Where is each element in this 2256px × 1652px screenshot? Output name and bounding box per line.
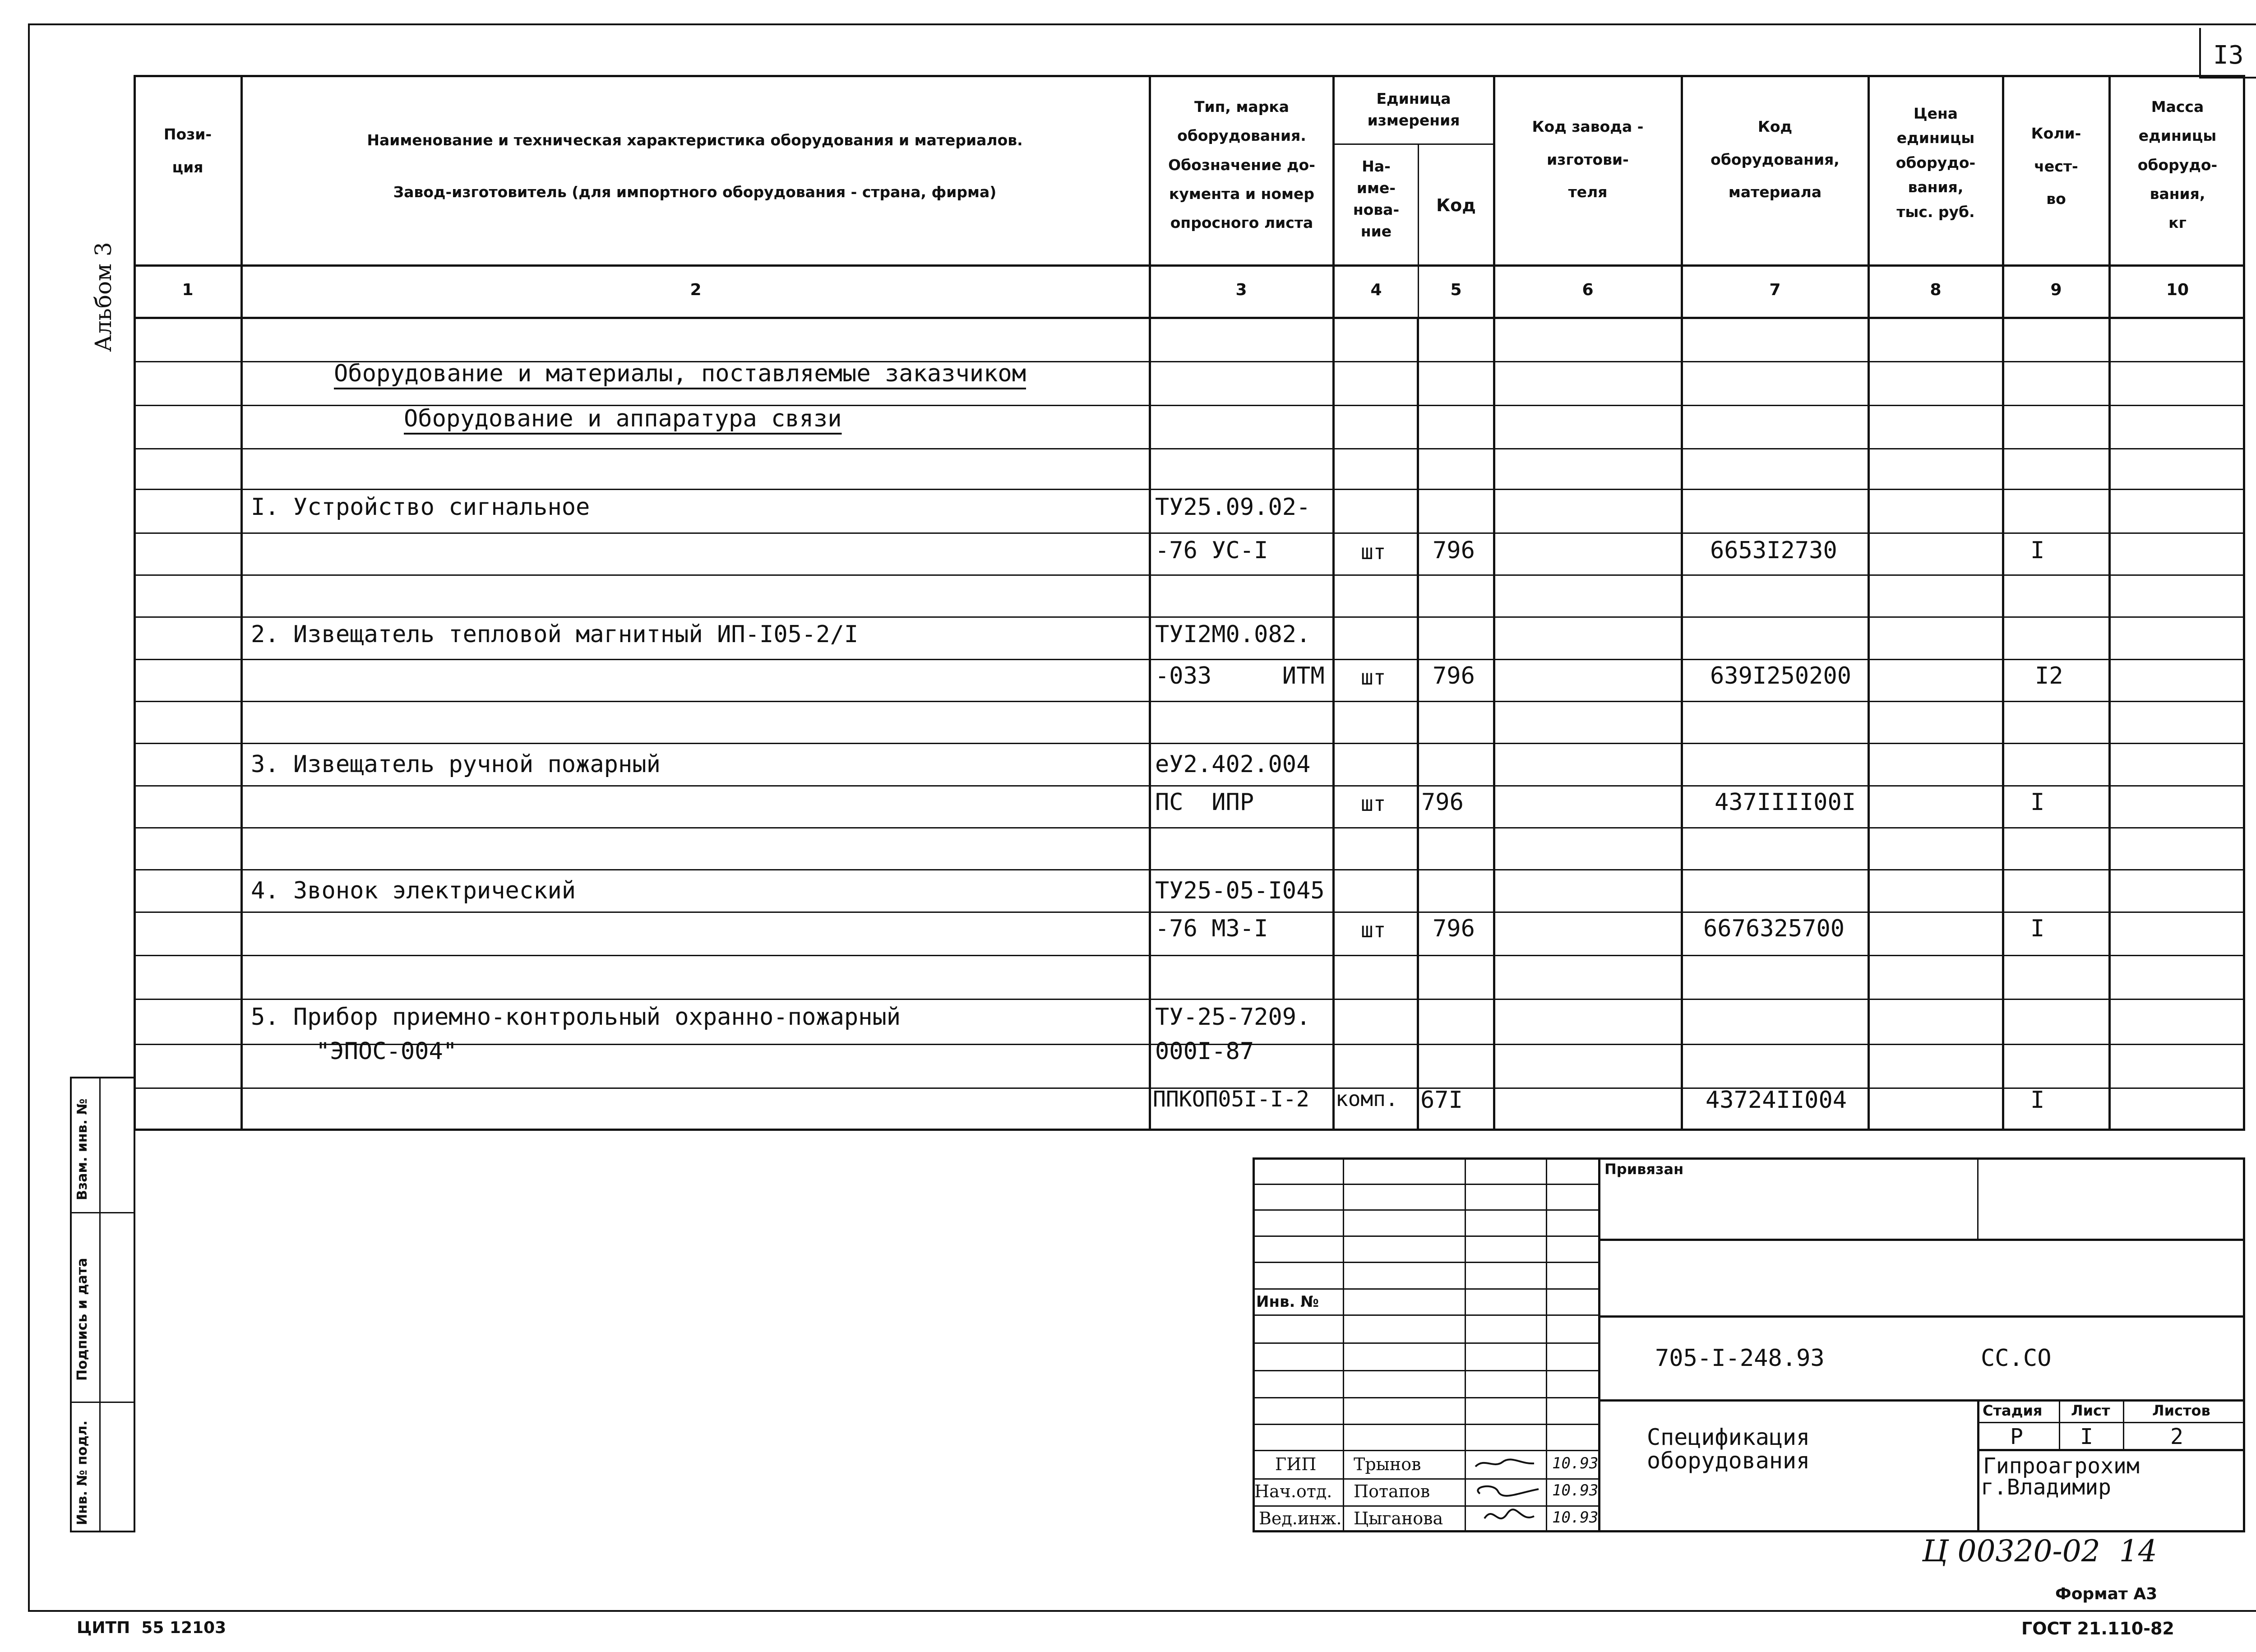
item-2-type1: ТУI2М0.082. [1155, 621, 1311, 648]
header-mass: Масса единицы оборудо- вания, кг [2137, 98, 2218, 232]
side-label-vzam: Взам. инв. № [74, 1098, 90, 1200]
header-unit: Единица измерения [1367, 90, 1460, 129]
col-num-9: 9 [2050, 281, 2062, 299]
item-4-type2: -76 МЗ-I [1155, 915, 1268, 942]
name-nach: Потапов [1354, 1481, 1430, 1501]
item-1-equip-code: 6653I2730 [1710, 537, 1837, 564]
item-2-unit: шт [1361, 665, 1386, 689]
col-num-4: 4 [1370, 281, 1382, 299]
stage-value: Р [2010, 1424, 2023, 1449]
footer-left: ЦИТП 55 12103 [77, 1619, 227, 1637]
item-5-equip-code: 43724II004 [1706, 1087, 1847, 1114]
header-type: Тип, марка оборудования. Обозначение до- кумента и номер опросного листа [1168, 98, 1315, 232]
footer-right: ГОСТ 21.110-82 [2021, 1619, 2174, 1638]
sheet-label: Лист [2071, 1402, 2110, 1419]
item-1-type2: -76 УС-I [1155, 537, 1268, 564]
date-ved: 10.93 [1552, 1509, 1599, 1527]
header-unit-code: Код [1436, 195, 1476, 215]
item-2-equip-code: 639I250200 [1710, 662, 1852, 689]
date-gip: 10.93 [1552, 1454, 1599, 1472]
item-1-name: I. Устройство сигнальное [251, 494, 590, 521]
col-num-1: 1 [182, 281, 194, 299]
item-2-unit-code: 796 [1433, 662, 1475, 689]
signatures [1466, 1451, 1548, 1532]
item-4-qty: I [2030, 915, 2045, 942]
item-4-equip-code: 6676325700 [1703, 915, 1845, 942]
header-factory-code: Код завода - изготови- теля [1532, 118, 1644, 201]
header-position: Пози- ция [163, 125, 212, 176]
item-3-type1: еУ2.402.004 [1155, 751, 1311, 778]
item-1-qty: I [2030, 537, 2045, 564]
sheets-label: Листов [2152, 1402, 2210, 1419]
col-num-6: 6 [1582, 281, 1594, 299]
col-num-8: 8 [1930, 281, 1942, 299]
handwritten-code: Ц 00320-02 14 [1922, 1534, 2157, 1569]
title-line-2: оборудования [1647, 1448, 1810, 1474]
header-name-line2: Завод-изготовитель (для импортного оборудования - страна, фирма) [393, 183, 997, 201]
header-unit-name: На- име- нова- ние [1353, 157, 1400, 240]
item-2-type2: -033 ИТМ [1155, 662, 1325, 689]
col-num-2: 2 [690, 281, 702, 299]
item-5-unit-code: 67I [1420, 1087, 1463, 1114]
privyazan-label: Привязан [1604, 1161, 1684, 1178]
album-label: Альбом 3 [90, 242, 116, 352]
doc-code: 705-I-248.93 [1655, 1345, 1825, 1372]
col-num-5: 5 [1450, 281, 1462, 299]
item-5-type2: ППКОП05I-I-2 [1153, 1087, 1309, 1112]
header-equipment-code: Код оборудования, материала [1710, 118, 1840, 201]
item-2-name: 2. Извещатель тепловой магнитный ИП-I05-2/I [251, 621, 859, 648]
sheets-value: 2 [2170, 1424, 2183, 1449]
doc-mark: СС.СО [1981, 1345, 2052, 1372]
inv-no-label: Инв. № [1256, 1293, 1319, 1311]
sheet-number: I3 [2213, 41, 2244, 70]
item-5-unit: комп. [1336, 1087, 1398, 1111]
side-label-inv: Инв. № подл. [74, 1420, 90, 1525]
header-quantity: Коли- чест- во [2031, 125, 2081, 208]
role-gip: ГИП [1275, 1454, 1317, 1474]
item-5-type1b: 000I-87 [1155, 1038, 1254, 1065]
side-label-podpis: Подпись и дата [74, 1258, 90, 1381]
name-gip: Трынов [1354, 1454, 1421, 1474]
item-3-unit-code: 796 [1421, 789, 1464, 816]
item-5-name2: "ЭПОС-004" [316, 1038, 458, 1065]
date-nach: 10.93 [1552, 1481, 1599, 1499]
stage-label: Стадия [1983, 1402, 2043, 1419]
format-label: Формат А3 [2055, 1585, 2158, 1603]
section-title-2: Оборудование и аппаратура связи [404, 405, 842, 432]
title-line-1: Спецификация [1647, 1424, 1810, 1450]
col-num-10: 10 [2166, 281, 2189, 299]
item-3-name: 3. Извещатель ручной пожарный [251, 751, 661, 778]
item-4-name: 4. Звонок электрический [251, 877, 576, 904]
role-nach: Нач.отд. [1254, 1481, 1332, 1501]
item-1-type1: ТУ25.09.02- [1155, 494, 1311, 521]
item-4-unit-code: 796 [1433, 915, 1475, 942]
item-3-equip-code: 437IIII00I [1715, 789, 1856, 816]
item-3-type2: ПС ИПР [1155, 789, 1254, 816]
col-num-3: 3 [1235, 281, 1247, 299]
item-4-unit: шт [1361, 918, 1386, 942]
item-2-qty: I2 [2035, 662, 2063, 689]
name-ved: Цыганова [1354, 1509, 1443, 1528]
item-5-type1: ТУ-25-7209. [1155, 1004, 1311, 1031]
header-price: Цена единицы оборудо- вания, тыс. руб. [1895, 105, 1976, 221]
item-1-unit: шт [1361, 540, 1386, 564]
section-title-1: Оборудование и материалы, поставляемые заказчиком [334, 360, 1026, 387]
role-ved: Вед.инж. [1259, 1509, 1342, 1528]
item-5-qty: I [2030, 1087, 2045, 1114]
col-num-7: 7 [1769, 281, 1781, 299]
item-1-unit-code: 796 [1433, 537, 1475, 564]
item-4-type1: ТУ25-05-I045 [1155, 877, 1325, 904]
org-line-2: г.Владимир [1981, 1475, 2111, 1500]
item-3-unit: шт [1361, 791, 1386, 816]
item-3-qty: I [2030, 789, 2045, 816]
sheet-value: I [2080, 1424, 2093, 1449]
item-5-name: 5. Прибор приемно-контрольный охранно-пожарный [251, 1004, 901, 1031]
header-name-line1: Наименование и техническая характеристика оборудования и материалов. [367, 131, 1023, 149]
org-line-1: Гипроагрохим [1983, 1453, 2140, 1479]
